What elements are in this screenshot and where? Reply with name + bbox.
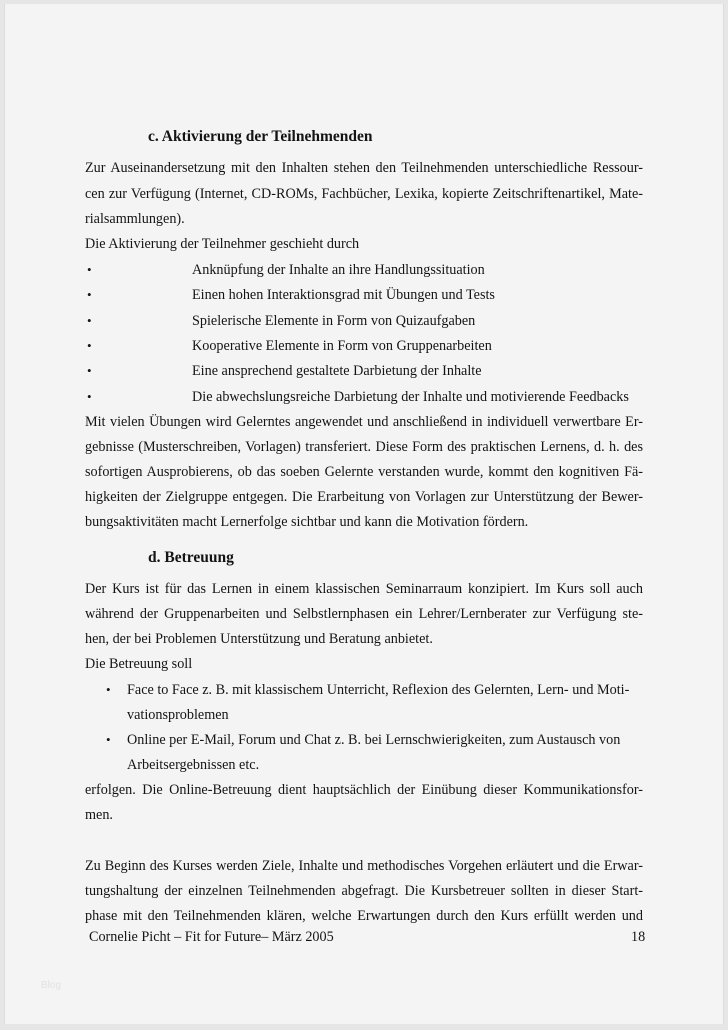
paragraph-line: higkeiten der Zielgruppe entgegen. Die Erarbeitung von Vorlagen zur Unterstützung der Bewer- xyxy=(85,489,643,505)
paragraph-line: erfolgen. Die Online-Betreuung dient hauptsächlich der Einübung dieser Kommunikationsfor- xyxy=(85,782,643,798)
list-item-text: Die abwechslungsreiche Darbietung der Inhalte und motivierende Feedbacks xyxy=(192,389,629,405)
section-heading-c: c. Aktivierung der Teilnehmenden xyxy=(148,128,373,145)
paragraph-line: gebnisse (Musterschreiben, Vorlagen) transferiert. Diese Form des praktischen Lernens, d. h. des xyxy=(85,439,643,455)
bullet-icon: • xyxy=(87,287,92,302)
paragraph-line: während der Gruppenarbeiten und Selbstlernphasen ein Lehrer/Lernberater zur Verfügung ste- xyxy=(85,606,643,622)
list-lead-text: Die Betreuung soll xyxy=(85,656,193,672)
list-lead-text: Die Aktivierung der Teilnehmer geschieht durch xyxy=(85,236,360,252)
list-item-text: Face to Face z. B. mit klassischem Unterricht, Reflexion des Gelernten, Lern- und Moti- xyxy=(127,682,630,698)
document-page xyxy=(4,4,724,1024)
list-item-text: Kooperative Elemente in Form von Gruppenarbeiten xyxy=(192,338,492,354)
watermark: Blog xyxy=(41,980,62,991)
paragraph-line: cen zur Verfügung (Internet, CD-ROMs, Fachbücher, Lexika, kopierte Zeitschriftenartikel, Mate- xyxy=(85,186,643,202)
list-item-text: Arbeitsergebnissen etc. xyxy=(127,757,260,773)
paragraph-line: Zur Auseinandersetzung mit den Inhalten stehen den Teilnehmenden unterschiedliche Ressour- xyxy=(85,160,643,176)
paragraph-line: sofortigen Ausprobierens, ob das soeben Gelernte verstanden wurde, kommt den kognitiven Fä- xyxy=(85,464,643,480)
footer-text: Cornelie Picht – Fit for Future– März 2005 xyxy=(89,929,334,945)
list-item-text: Anknüpfung der Inhalte an ihre Handlungssituation xyxy=(192,262,485,278)
list-item-text: vationsproblemen xyxy=(127,707,229,723)
bullet-icon: • xyxy=(87,262,92,277)
list-item-text: Spielerische Elemente in Form von Quizaufgaben xyxy=(192,313,476,329)
paragraph-line: Der Kurs ist für das Lernen in einem klassischen Seminarraum konzipiert. Im Kurs soll auch xyxy=(85,581,643,597)
paragraph-line: hen, der bei Problemen Unterstützung und Beratung anbietet. xyxy=(85,631,433,647)
paragraph-line: bungsaktivitäten macht Lernerfolge sichtbar und kann die Motivation fördern. xyxy=(85,514,529,530)
paragraph-line: rialsammlungen). xyxy=(85,211,185,227)
bullet-icon: • xyxy=(87,363,92,378)
page-number: 18 xyxy=(631,929,646,945)
bullet-icon: • xyxy=(87,389,92,404)
list-item-text: Eine ansprechend gestaltete Darbietung der Inhalte xyxy=(192,363,482,379)
bullet-icon: • xyxy=(87,313,92,328)
paragraph-line: tungshaltung der einzelnen Teilnehmenden abgefragt. Die Kursbetreuer sollten in dieser Start- xyxy=(85,883,643,899)
paragraph-line: Zu Beginn des Kurses werden Ziele, Inhalte und methodisches Vorgehen erläutert und die Erwar- xyxy=(85,858,643,874)
list-item-text: Einen hohen Interaktionsgrad mit Übungen und Tests xyxy=(192,287,495,303)
paragraph-line: men. xyxy=(85,807,113,823)
bullet-icon: • xyxy=(106,682,111,697)
paragraph-line: Mit vielen Übungen wird Gelerntes angewendet und anschließend in individuell verwertbare Er- xyxy=(85,414,643,430)
paragraph-line: phase mit den Teilnehmenden klären, welche Erwartungen durch den Kurs erfüllt werden und xyxy=(85,908,643,924)
section-heading-d: d. Betreuung xyxy=(148,549,234,566)
bullet-icon: • xyxy=(106,732,111,747)
bullet-icon: • xyxy=(87,338,92,353)
list-item-text: Online per E-Mail, Forum und Chat z. B. bei Lernschwierigkeiten, zum Austausch von xyxy=(127,732,621,748)
